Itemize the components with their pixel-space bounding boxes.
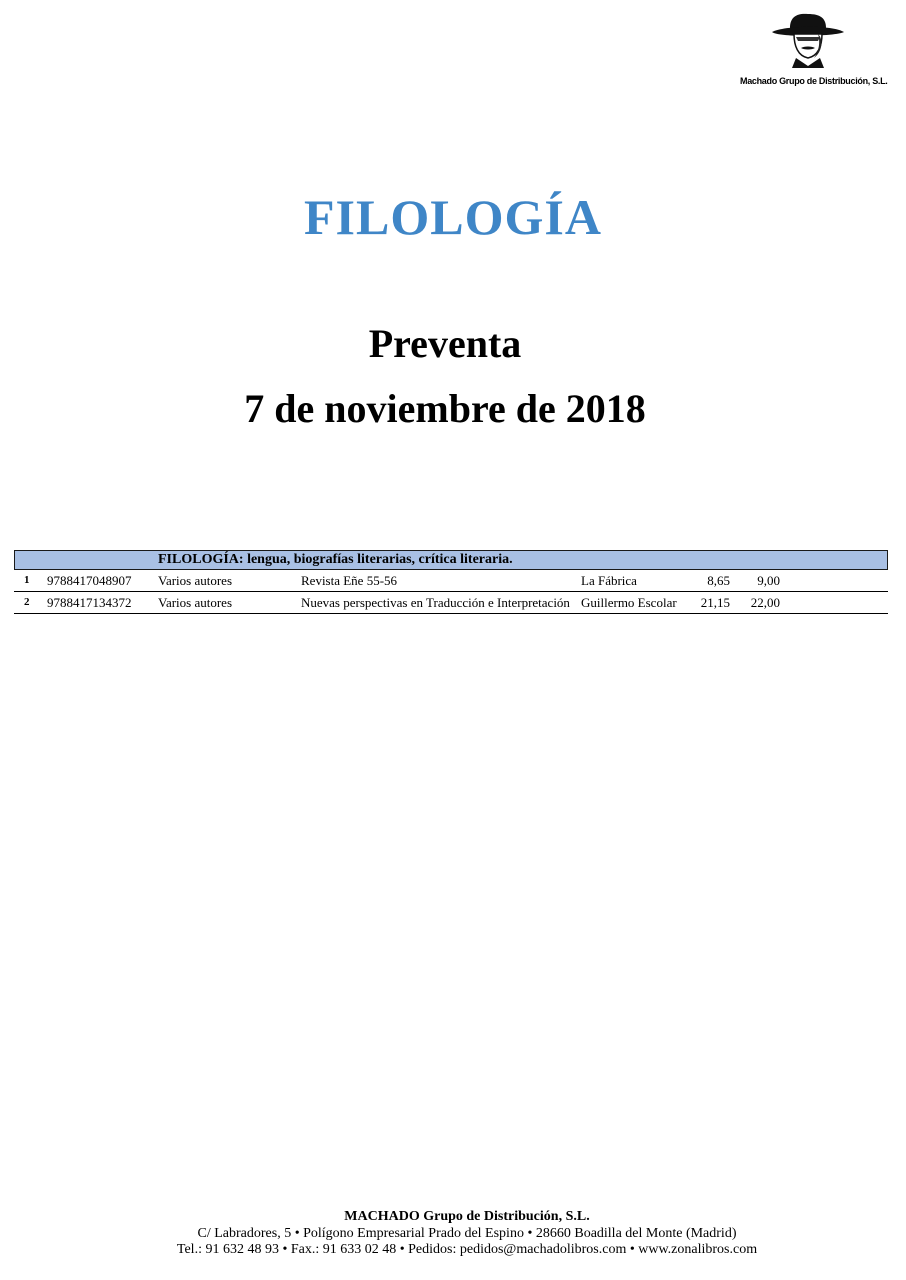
footer-company: MACHADO Grupo de Distribución, S.L. [344,1209,590,1224]
category-label: FILOLOGÍA: lengua, biografías literarias, crítica literaria. [158,552,513,567]
row-price-pvp: 9,00 [757,573,780,588]
page-title: FILOLOGÍA [304,189,602,245]
footer-address: C/ Labradores, 5 • Polígono Empresarial Prado del Espino • 28660 Boadilla del Monte (Madrid) [197,1226,737,1241]
logo-text: Machado Grupo de Distribución, S.L. [740,76,888,86]
row-isbn: 9788417048907 [47,573,132,588]
row-title: Revista Eñe 55-56 [301,573,398,588]
table-row [14,570,888,592]
row-price-net: 21,15 [700,595,730,610]
table-row [14,592,888,614]
row-price-pvp: 22,00 [750,595,780,610]
subtitle-date: 7 de noviembre de 2018 [244,386,646,431]
row-title: Nuevas perspectivas en Traducción e Interpretación [301,595,570,610]
row-author: Varios autores [158,595,233,610]
row-publisher: La Fábrica [581,573,637,588]
row-number: 1 [24,574,30,586]
row-publisher: Guillermo Escolar [581,595,677,610]
company-logo [740,10,888,92]
row-number: 2 [24,596,30,608]
catalog-table [14,550,888,614]
row-price-net: 8,65 [707,573,730,588]
category-header [14,550,888,570]
hat-face-icon [768,10,848,72]
footer-contact: Tel.: 91 632 48 93 • Fax.: 91 633 02 48 • Pedidos: pedidos@machadolibros.com • www.zonalibros.com [176,1242,758,1257]
row-isbn: 9788417134372 [47,595,132,610]
row-author: Varios autores [158,573,233,588]
subtitle-preventa: Preventa [368,321,522,366]
